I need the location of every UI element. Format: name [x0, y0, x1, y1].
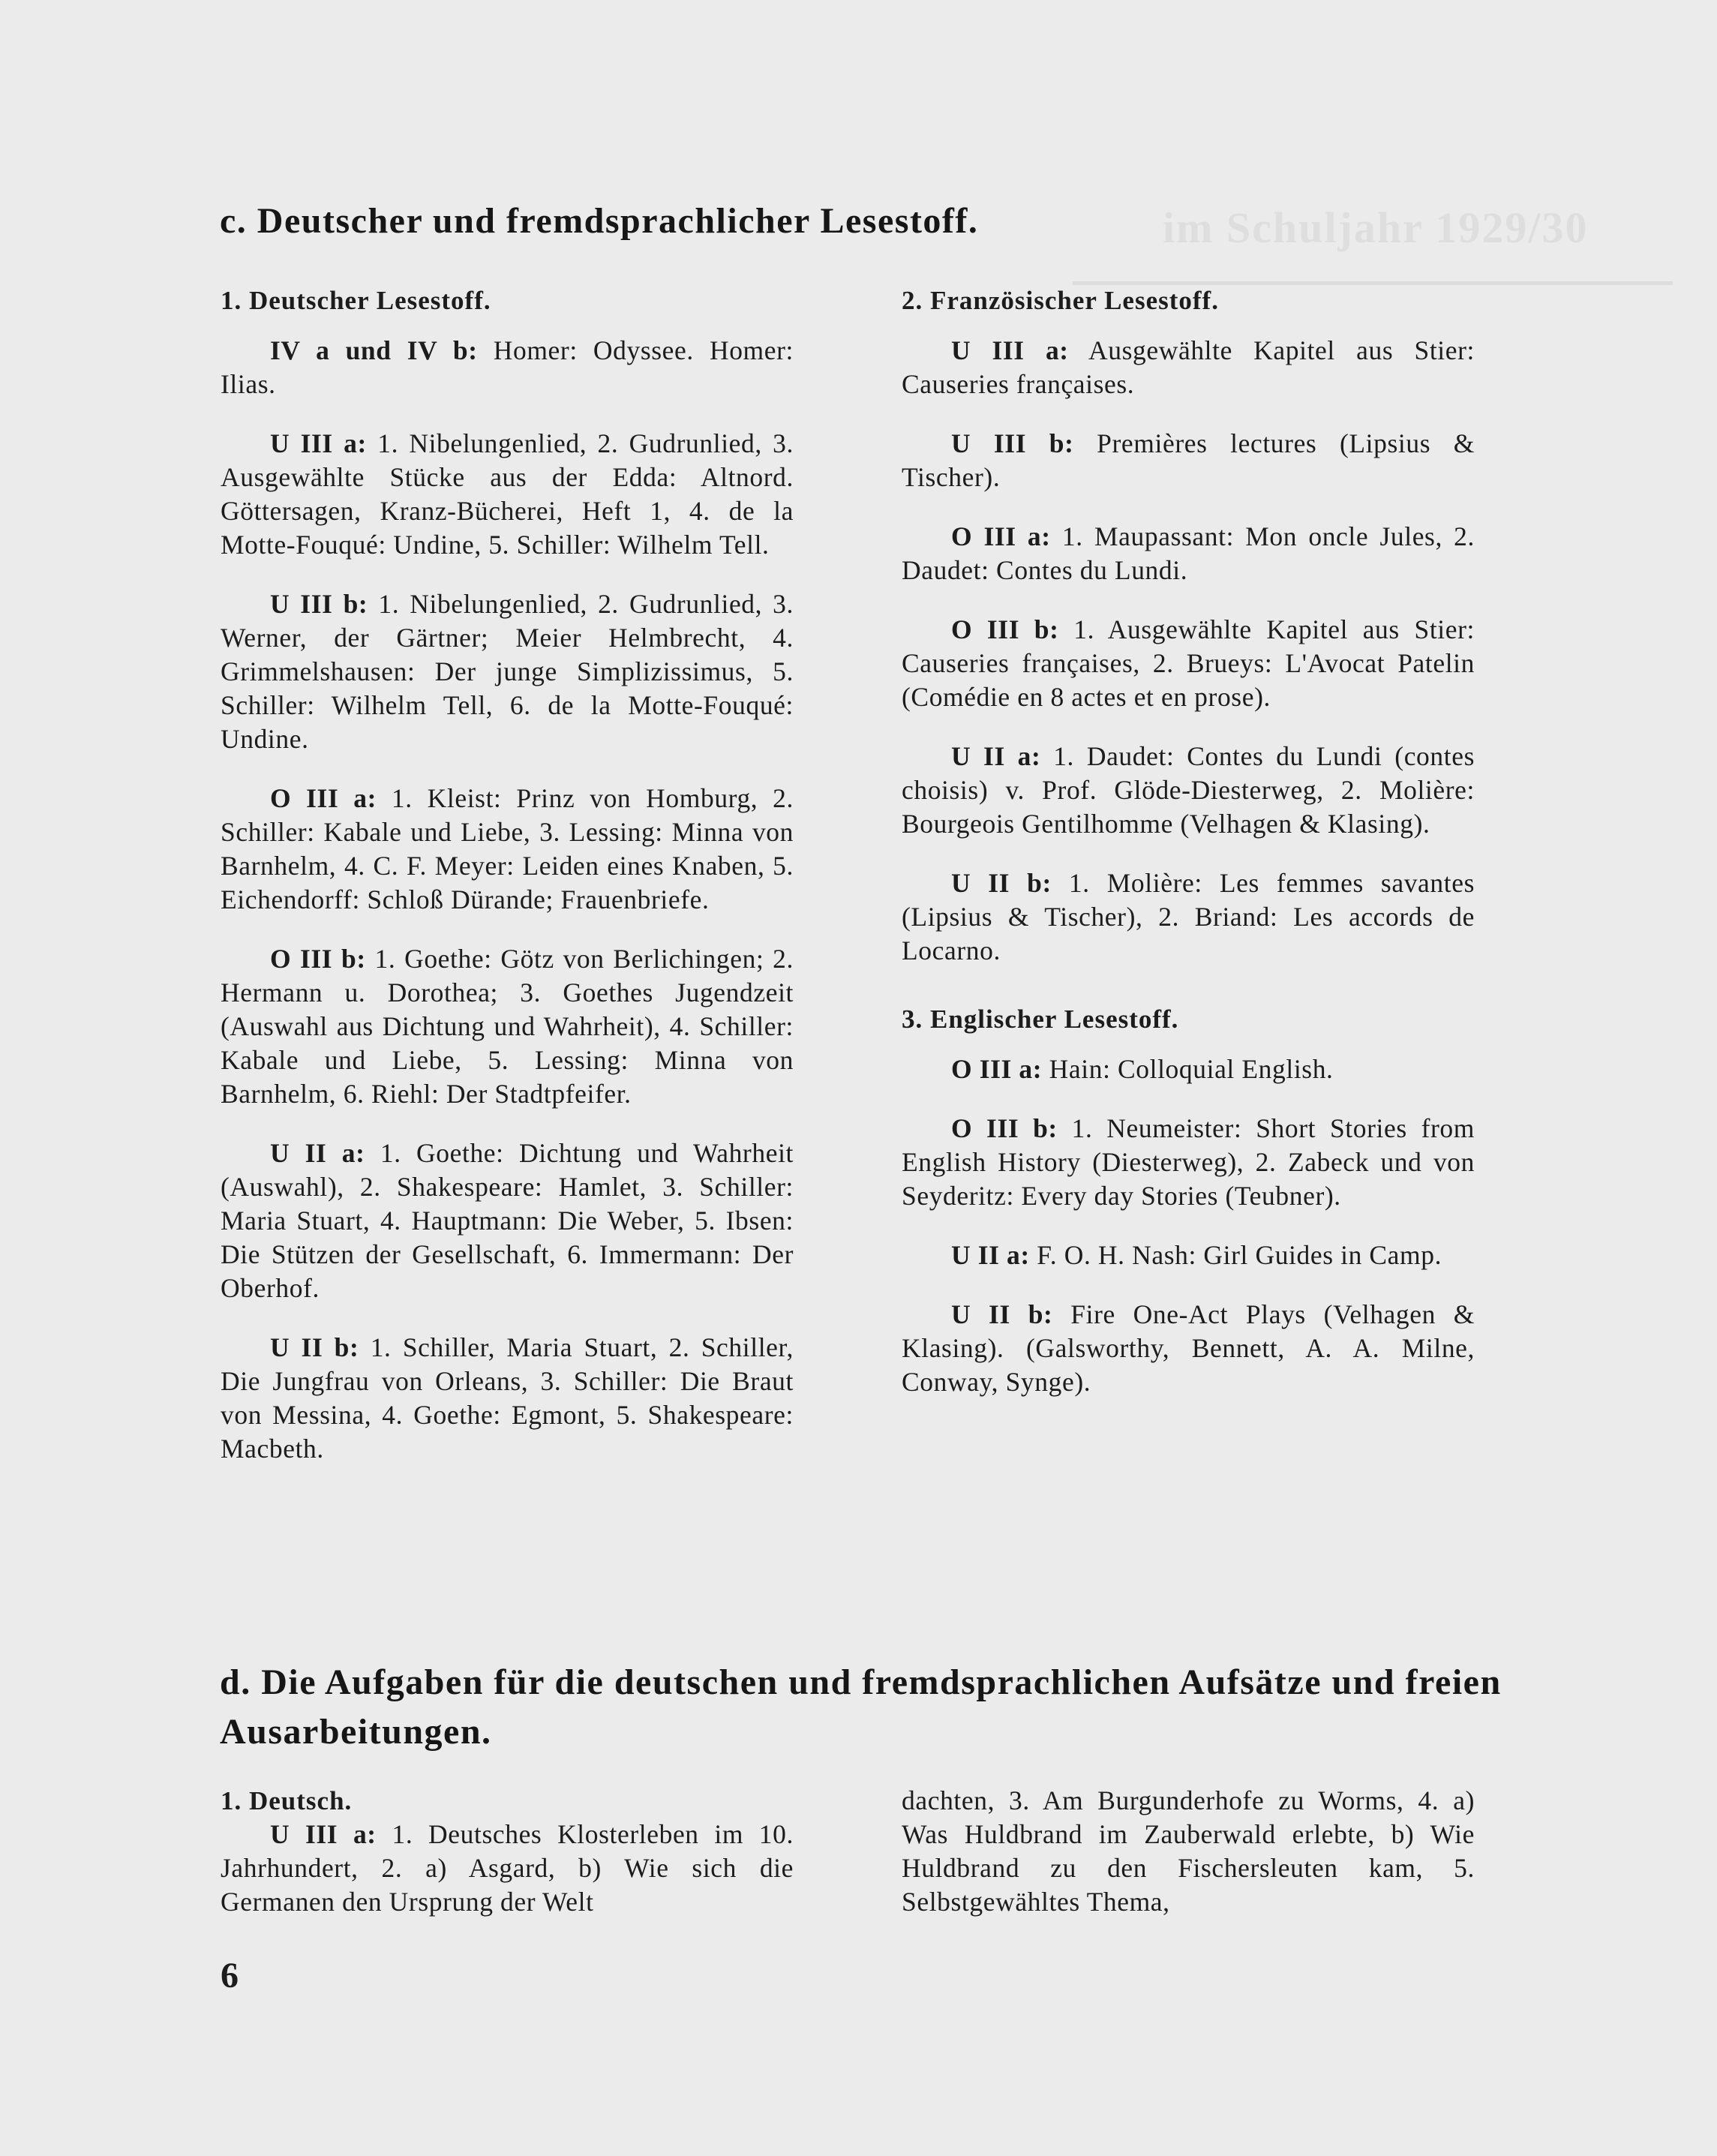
reading-entry — [221, 782, 794, 917]
class-label: IV a und IV b: — [270, 335, 478, 365]
right-column — [902, 284, 1475, 1425]
reading-entry — [221, 587, 794, 756]
entry-text: 1. Molière: Les femmes savantes (Lipsius & Tischer), 2. Briand: Les accords de Locarno. — [902, 868, 1475, 965]
class-label: U II a: — [951, 741, 1041, 771]
entry-text: 1. Kleist: Prinz von Homburg, 2. Schiller: Kabale und Liebe, 3. Lessing: Minna von Barnhelm, 4. C. F. Meyer: Leiden eines Knaben, 5. Eichendorff: Schloß Dürande; Frauenbriefe. — [221, 783, 794, 914]
class-label: O III a: — [270, 783, 377, 813]
english-reading-heading: 3. Englischer Lesestoff. — [902, 1004, 1179, 1034]
class-label: O III b: — [270, 944, 366, 974]
class-label: U III a: — [270, 1819, 377, 1849]
essay-entry — [221, 1818, 794, 1919]
bleed-through-title: im Schuljahr 1929/30 — [1163, 203, 1589, 252]
reading-entry — [902, 334, 1475, 401]
class-label: U III a: — [270, 428, 367, 458]
essay-left-column — [221, 1784, 794, 1919]
class-label: U III a: — [951, 335, 1069, 365]
reading-entry — [902, 520, 1475, 587]
class-label: U III b: — [951, 428, 1074, 458]
class-label: U II b: — [951, 868, 1052, 898]
essay-german-heading: 1. Deutsch. — [221, 1786, 353, 1815]
entry-text: 1. Schiller, Maria Stuart, 2. Schiller, Die Jungfrau von Orleans, 3. Schiller: Die Braut von Messina, 4. Goethe: Egmont, 5. Shakespeare: Macbeth. — [221, 1332, 794, 1464]
class-label: O III b: — [951, 614, 1059, 644]
page-number: 6 — [221, 1956, 239, 1995]
reading-entry — [902, 866, 1475, 968]
section-c-title: c. Deutscher und fremdsprachlicher Lesestoff. — [220, 201, 979, 241]
reading-entry — [902, 1052, 1475, 1086]
entry-text: Premières lectures (Lipsius & Tischer). — [902, 428, 1475, 492]
french-reading-heading: 2. Französischer Lesestoff. — [902, 286, 1219, 315]
class-label: O III b: — [951, 1113, 1058, 1143]
reading-entry — [902, 1239, 1475, 1272]
class-label: U II b: — [951, 1299, 1053, 1329]
left-column — [221, 284, 794, 1491]
section-d-title: d. Die Aufgaben für die deutschen und fremdsprachlichen Aufsätze und freien Ausarbeitungen. — [220, 1662, 1502, 1752]
reading-entry — [902, 427, 1475, 494]
entry-text: Fire One-Act Plays (Velhagen & Klasing). (Galsworthy, Bennett, A. A. Milne, Conway, Synge). — [902, 1299, 1475, 1397]
reading-entry — [902, 613, 1475, 714]
class-label: U III b: — [270, 589, 368, 619]
entry-text: 1. Goethe: Dichtung und Wahrheit (Auswahl), 2. Shakespeare: Hamlet, 3. Schiller: Maria Stuart, 4. Hauptmann: Die Weber, 5. Ibsen: Die Stützen der Gesellschaft, 6. Immermann: Der Oberhof. — [221, 1138, 794, 1303]
essay-entry-continued: dachten, 3. Am Burgunderhofe zu Worms, 4. a) Was Huldbrand im Zauberwald erlebte, b) Wie Huldbrand zu den Fischersleuten kam, 5. Selbstgewähltes Thema, — [902, 1785, 1475, 1917]
reading-entry — [902, 740, 1475, 841]
reading-entry — [221, 334, 794, 401]
entry-text: Ausgewählte Kapitel aus Stier: Causeries françaises. — [902, 335, 1475, 399]
reading-entry — [221, 1331, 794, 1466]
entry-text: 1. Maupassant: Mon oncle Jules, 2. Daudet: Contes du Lundi. — [902, 521, 1475, 585]
entry-text: F. O. H. Nash: Girl Guides in Camp. — [1029, 1240, 1442, 1270]
reading-entry — [221, 942, 794, 1111]
entry-text: 1. Goethe: Götz von Berlichingen; 2. Hermann u. Dorothea; 3. Goethes Jugendzeit (Auswahl aus Dichtung und Wahrheit), 4. Schiller: Kabale und Liebe, 5. Lessing: Minna von Barnhelm, 6. Riehl: Der Stadtpfeifer. — [221, 944, 794, 1109]
reading-entry — [221, 1137, 794, 1305]
essay-right-column — [902, 1784, 1475, 1919]
entry-text: 1. Deutsches Klosterleben im 10. Jahrhundert, 2. a) Asgard, b) Wie sich die Germanen den Ursprung der Welt — [221, 1819, 794, 1917]
entry-text: 1. Neumeister: Short Stories from English History (Diesterweg), 2. Zabeck und von Seyderitz: Every day Stories (Teubner). — [902, 1113, 1475, 1211]
entry-text: 1. Nibelungenlied, 2. Gudrunlied, 3. Ausgewählte Stücke aus der Edda: Altnord. Göttersagen, Kranz-Bücherei, Heft 1, 4. de la Motte-Fouqué: Undine, 5. Schiller: Wilhelm Tell. — [221, 428, 794, 560]
class-label: U II a: — [951, 1240, 1030, 1270]
class-label: U II a: — [270, 1138, 365, 1168]
entry-text: Hain: Colloquial English. — [1042, 1054, 1334, 1084]
entry-text: 1. Ausgewählte Kapitel aus Stier: Causeries françaises, 2. Brueys: L'Avocat Patelin (Comédie en 8 actes et en prose). — [902, 614, 1475, 712]
reading-entry — [902, 1298, 1475, 1399]
entry-text: 1. Nibelungenlied, 2. Gudrunlied, 3. Werner, der Gärtner; Meier Helmbrecht, 4. Grimmelshausen: Der junge Simplizissimus, 5. Schiller: Wilhelm Tell, 6. de la Motte-Fouqué: Undine. — [221, 589, 794, 754]
entry-text: Homer: Odyssee. Homer: Ilias. — [221, 335, 794, 399]
reading-entry — [221, 427, 794, 562]
class-label: U II b: — [270, 1332, 359, 1362]
entry-text: 1. Daudet: Contes du Lundi (contes choisis) v. Prof. Glöde-Diesterweg, 2. Molière: Bourgeois Gentilhomme (Velhagen & Klasing). — [902, 741, 1475, 839]
reading-entry — [902, 1112, 1475, 1213]
german-reading-heading: 1. Deutscher Lesestoff. — [221, 286, 491, 315]
class-label: O III a: — [951, 1054, 1043, 1084]
class-label: O III a: — [951, 521, 1051, 551]
